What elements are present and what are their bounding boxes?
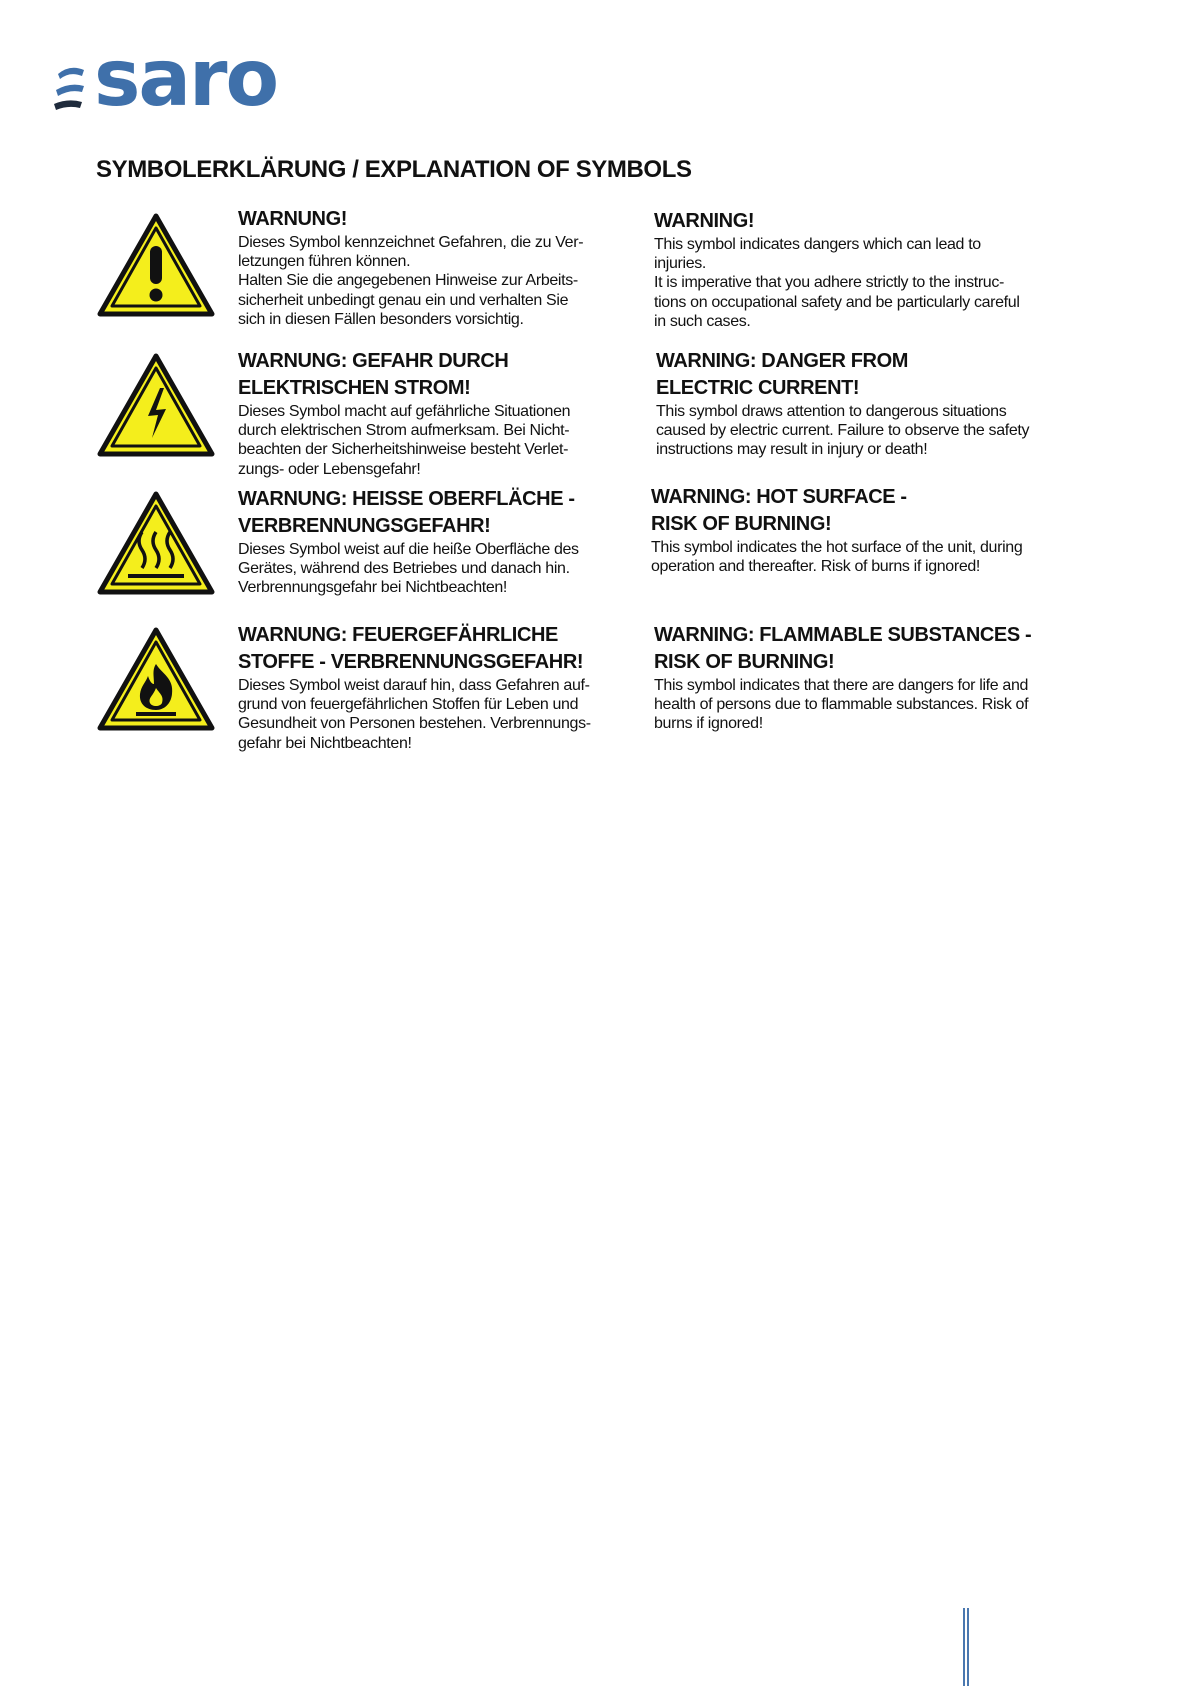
symbol-text-en: This symbol draws attention to dangerous situations caused by electric current. Failure to observe the safety instructions may result in injury or death!: [656, 403, 1030, 459]
symbol-heading-de: WARNUNG!: [238, 208, 348, 230]
symbol-text-de: Dieses Symbol macht auf gefährliche Situationen durch elektrischen Strom aufmerksam. Bei Nicht- beachten der Sicherheitshinweise besteht Verlet- zungs- oder Lebensgefahr!: [238, 403, 571, 478]
symbol-description-de: [238, 348, 648, 479]
general-warning-icon: [96, 212, 216, 318]
symbol-description-de: [238, 206, 648, 329]
symbol-text-de: Dieses Symbol weist darauf hin, dass Gefahren auf- grund von feuergefährlichen Stoffen für Leben und Gesundheit von Personen bestehen. Verbrennungs- gefahr bei Nichtbeachten!: [238, 677, 591, 752]
symbol-text-de: Dieses Symbol kennzeichnet Gefahren, die zu Ver- letzungen führen können. Halten Sie die angegebenen Hinweise zur Arbeits- sicherheit unbedingt genau ein und verhalten Sie sich in diesen Fällen besonders vorsichtig.: [238, 234, 584, 328]
symbol-description-de: [238, 486, 648, 598]
hot-surface-icon: [96, 490, 216, 596]
symbol-heading-en: WARNING: HOT SURFACE - RISK OF BURNING!: [651, 486, 907, 535]
saro-s-mark-icon: [52, 64, 88, 112]
electric-hazard-icon: [96, 352, 216, 458]
symbol-text-en: This symbol indicates that there are dangers for life and health of persons due to flammable substances. Risk of burns if ignored!: [654, 677, 1029, 733]
symbol-description-en: [651, 484, 1111, 576]
symbol-heading-de: WARNUNG: FEUERGEFÄHRLICHE STOFFE - VERBRENNUNGSGEFAHR!: [238, 624, 584, 673]
flammable-icon: [96, 626, 216, 732]
section-title: SYMBOLERKLÄRUNG / EXPLANATION OF SYMBOLS: [96, 156, 692, 183]
symbol-text-en: This symbol indicates the hot surface of the unit, during operation and thereafter. Risk of burns if ignored!: [651, 539, 1023, 576]
symbol-description-de: [238, 622, 648, 753]
symbol-heading-de: WARNUNG: HEISSE OBERFLÄCHE - VERBRENNUNGSGEFAHR!: [238, 488, 575, 537]
symbol-text-de: Dieses Symbol weist auf die heiße Oberfläche des Gerätes, während des Betriebes und danach hin. Verbrennungsgefahr bei Nichtbeachten!: [238, 541, 579, 597]
symbol-heading-en: WARNING: FLAMMABLE SUBSTANCES - RISK OF BURNING!: [654, 624, 1032, 673]
symbol-description-en: [654, 622, 1114, 734]
symbol-heading-de: WARNUNG: GEFAHR DURCH ELEKTRISCHEN STROM!: [238, 350, 509, 399]
symbol-heading-en: WARNING: DANGER FROM ELECTRIC CURRENT!: [656, 350, 908, 399]
page-edge-marker: [963, 1608, 969, 1686]
symbol-description-en: [656, 348, 1116, 460]
symbol-heading-en: WARNING!: [654, 210, 755, 232]
brand-logo: [52, 34, 292, 124]
brand-name: saro: [94, 34, 278, 124]
symbol-text-en: This symbol indicates dangers which can lead to injuries. It is imperative that you adhere strictly to the instruc- tions on occupational safety and be particularly careful in such cases.: [654, 236, 1020, 330]
symbol-description-en: [654, 208, 1114, 331]
